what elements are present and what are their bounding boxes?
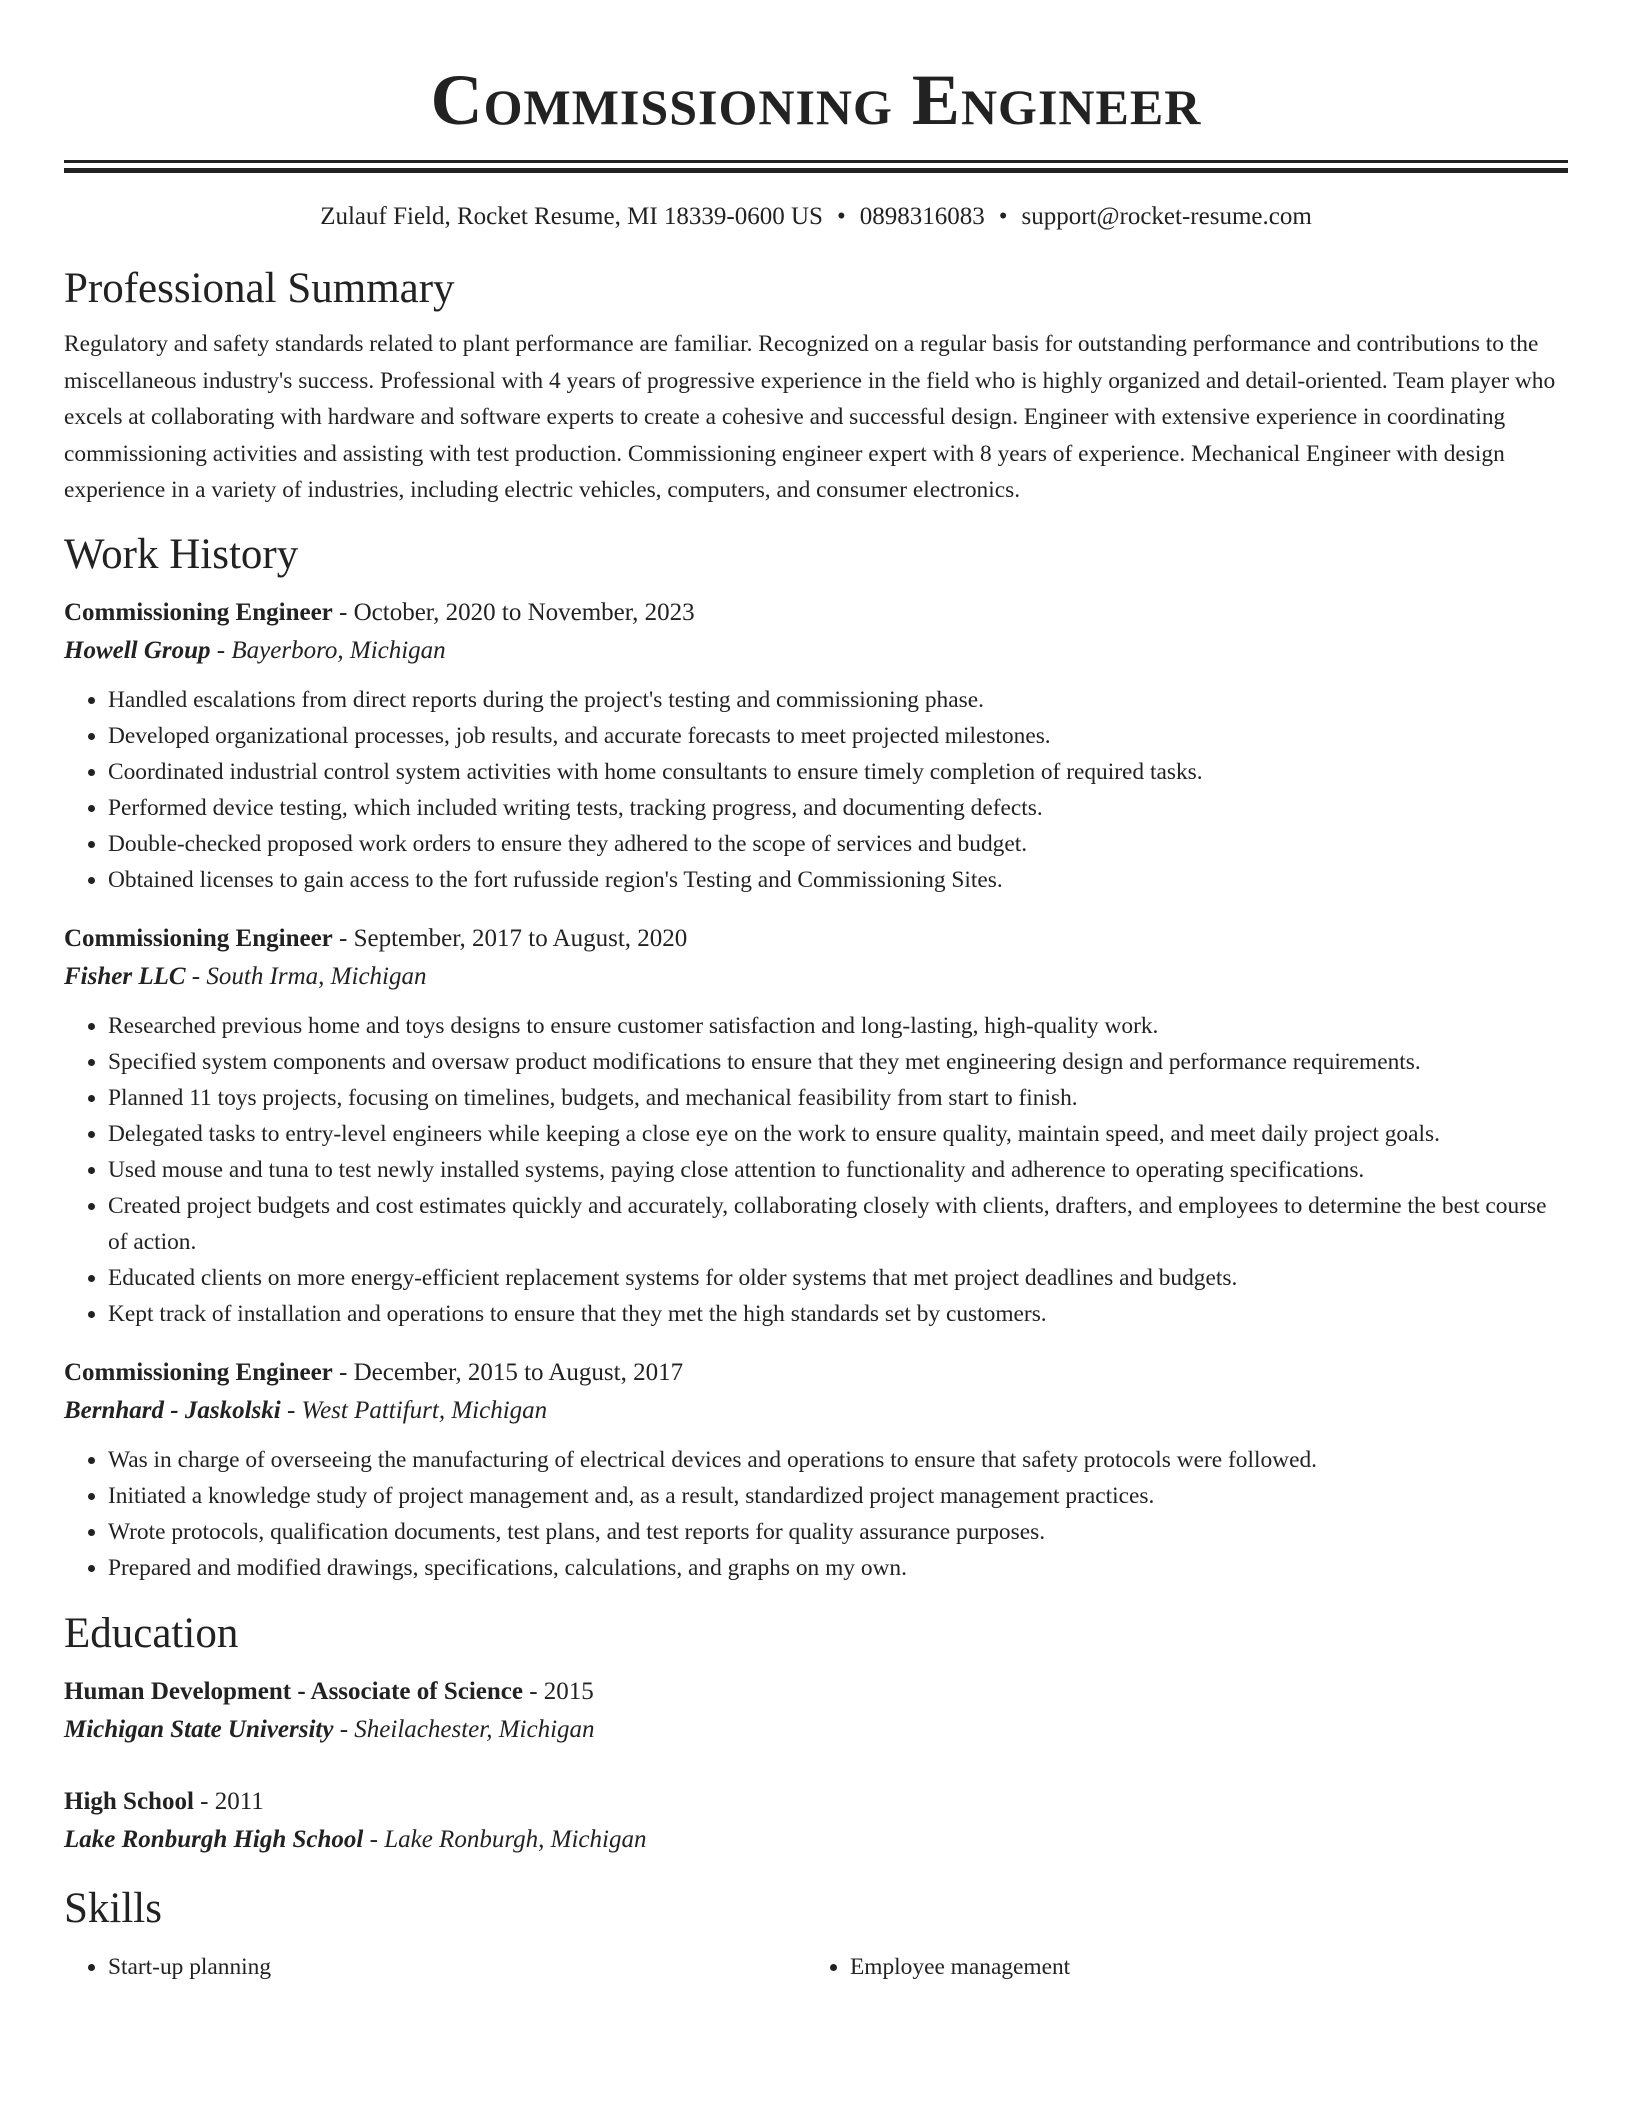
contact-email: support@rocket-resume.com <box>1021 203 1312 230</box>
education-heading: Education <box>64 1609 239 1657</box>
education-school: Michigan State University <box>64 1715 334 1743</box>
job-dates: - December, 2015 to August, 2017 <box>332 1358 684 1386</box>
education-location: - Lake Ronburgh, Michigan <box>363 1825 647 1853</box>
skills-list <box>64 1949 1568 1985</box>
job-bullet: • Planned 11 toys projects, focusing on timelines, budgets, and mechanical feasibility from start to finish. <box>108 1080 1568 1116</box>
title-divider <box>64 160 1568 173</box>
job-title-line <box>64 1354 1568 1392</box>
contact-separator: • <box>836 203 846 230</box>
education-year: - 2015 <box>522 1677 594 1705</box>
job-company-line <box>64 958 1568 996</box>
job-bullet: • Specified system components and oversaw product modifications to ensure that they met engineering design and performance requirements. <box>108 1044 1568 1080</box>
job-bullet: • Delegated tasks to entry-level engineers while keeping a close eye on the work to ensure quality, maintain speed, and meet daily project goals. <box>108 1116 1568 1152</box>
skill-item: • Start-up planning <box>108 1949 806 1985</box>
summary-text: Regulatory and safety standards related to plant performance are familiar. Recognized on a regular basis for outstanding performance and contributions to the miscellaneous industry's success. Professional with 4 years of progressive experience in the field who is highly organized and detail-oriented. Team player who excels at collaborating with hardware and software experts to create a cohesive and successful design. Engineer with extensive experience in coordinating commissioning activities and assisting with test production. Commissioning engineer expert with 8 years of experience. Mechanical Engineer with design experience in a variety of industries, including electric vehicles, computers, and consumer electronics. <box>64 331 1556 503</box>
job-location: - Bayerboro, Michigan <box>210 636 446 664</box>
job-bullet: • Researched previous home and toys designs to ensure customer satisfaction and long-lasting, high-quality work. <box>108 1008 1568 1044</box>
job-bullets <box>64 1442 1568 1586</box>
work-history-heading: Work History <box>64 530 299 578</box>
job-company: Bernhard - Jaskolski <box>64 1396 281 1424</box>
job-bullet: • Obtained licenses to gain access to the fort rufusside region's Testing and Commissioning Sites. <box>108 862 1568 898</box>
job-bullets <box>64 682 1568 898</box>
job-bullet: • Double-checked proposed work orders to ensure they adhered to the scope of services and budget. <box>108 826 1568 862</box>
education-entry <box>64 1783 1568 1859</box>
education-school-line <box>64 1821 1568 1859</box>
job-location: - South Irma, Michigan <box>185 962 427 990</box>
education-degree-line <box>64 1783 1568 1821</box>
job-bullet: • Prepared and modified drawings, specifications, calculations, and graphs on my own. <box>108 1550 1568 1586</box>
job-title-line <box>64 920 1568 958</box>
contact-line <box>64 200 1568 234</box>
job-title-line <box>64 594 1568 632</box>
resume-title: Commissioning Engineer <box>430 60 1202 140</box>
education-school: Lake Ronburgh High School <box>64 1825 364 1853</box>
job-bullet: • Kept track of installation and operations to ensure that they met the high standards set by customers. <box>108 1296 1568 1332</box>
skill-item: • Employee management <box>850 1949 1070 1985</box>
skills-column-left <box>64 1949 806 1985</box>
job-bullet: • Initiated a knowledge study of project management and, as a result, standardized project management practices. <box>108 1478 1568 1514</box>
education-entry <box>64 1673 1568 1749</box>
job-bullet: • Wrote protocols, qualification documents, test plans, and test reports for quality assurance purposes. <box>108 1514 1568 1550</box>
contact-address: Zulauf Field, Rocket Resume, MI 18339-0600 US <box>320 203 823 230</box>
job-bullets <box>64 1008 1568 1332</box>
job-bullet: • Handled escalations from direct reports during the project's testing and commissioning phase. <box>108 682 1568 718</box>
job-company-line <box>64 1392 1568 1430</box>
job-company-line <box>64 632 1568 670</box>
job-role: Commissioning Engineer <box>64 598 333 626</box>
education-degree-line <box>64 1673 1568 1711</box>
job-bullet: • Used mouse and tuna to test newly installed systems, paying close attention to functionality and adherence to operating specifications. <box>108 1152 1568 1188</box>
job-bullet: • Was in charge of overseeing the manufacturing of electrical devices and operations to ensure that safety protocols were followed. <box>108 1442 1568 1478</box>
job-role: Commissioning Engineer <box>64 924 333 952</box>
contact-separator: • <box>998 203 1008 230</box>
education-location: - Sheilachester, Michigan <box>333 1715 595 1743</box>
job-role: Commissioning Engineer <box>64 1358 333 1386</box>
job-location: - West Pattifurt, Michigan <box>280 1396 548 1424</box>
job-dates: - October, 2020 to November, 2023 <box>332 598 695 626</box>
job-entry <box>64 920 1568 1332</box>
job-bullet: • Educated clients on more energy-efficient replacement systems for older systems that met project deadlines and budgets. <box>108 1260 1568 1296</box>
education-school-line <box>64 1711 1568 1749</box>
job-company: Howell Group <box>64 636 211 664</box>
education-year: - 2011 <box>193 1787 264 1815</box>
contact-phone: 0898316083 <box>859 203 985 230</box>
skills-heading: Skills <box>64 1884 162 1932</box>
summary-heading: Professional Summary <box>64 265 455 312</box>
education-degree: Human Development - Associate of Science <box>64 1677 523 1705</box>
job-dates: - September, 2017 to August, 2020 <box>332 924 688 952</box>
job-company: Fisher LLC <box>64 962 186 990</box>
job-entry <box>64 1354 1568 1586</box>
job-bullet: • Created project budgets and cost estimates quickly and accurately, collaborating closely with clients, drafters, and employees to determine the best course of action. <box>108 1188 1568 1260</box>
job-bullet: • Developed organizational processes, job results, and accurate forecasts to meet projected milestones. <box>108 718 1568 754</box>
job-bullet: • Performed device testing, which included writing tests, tracking progress, and documenting defects. <box>108 790 1568 826</box>
job-bullet: • Coordinated industrial control system activities with home consultants to ensure timely completion of required tasks. <box>108 754 1568 790</box>
education-degree: High School <box>64 1787 194 1815</box>
skills-column-right <box>806 1949 1070 1985</box>
job-entry <box>64 594 1568 898</box>
